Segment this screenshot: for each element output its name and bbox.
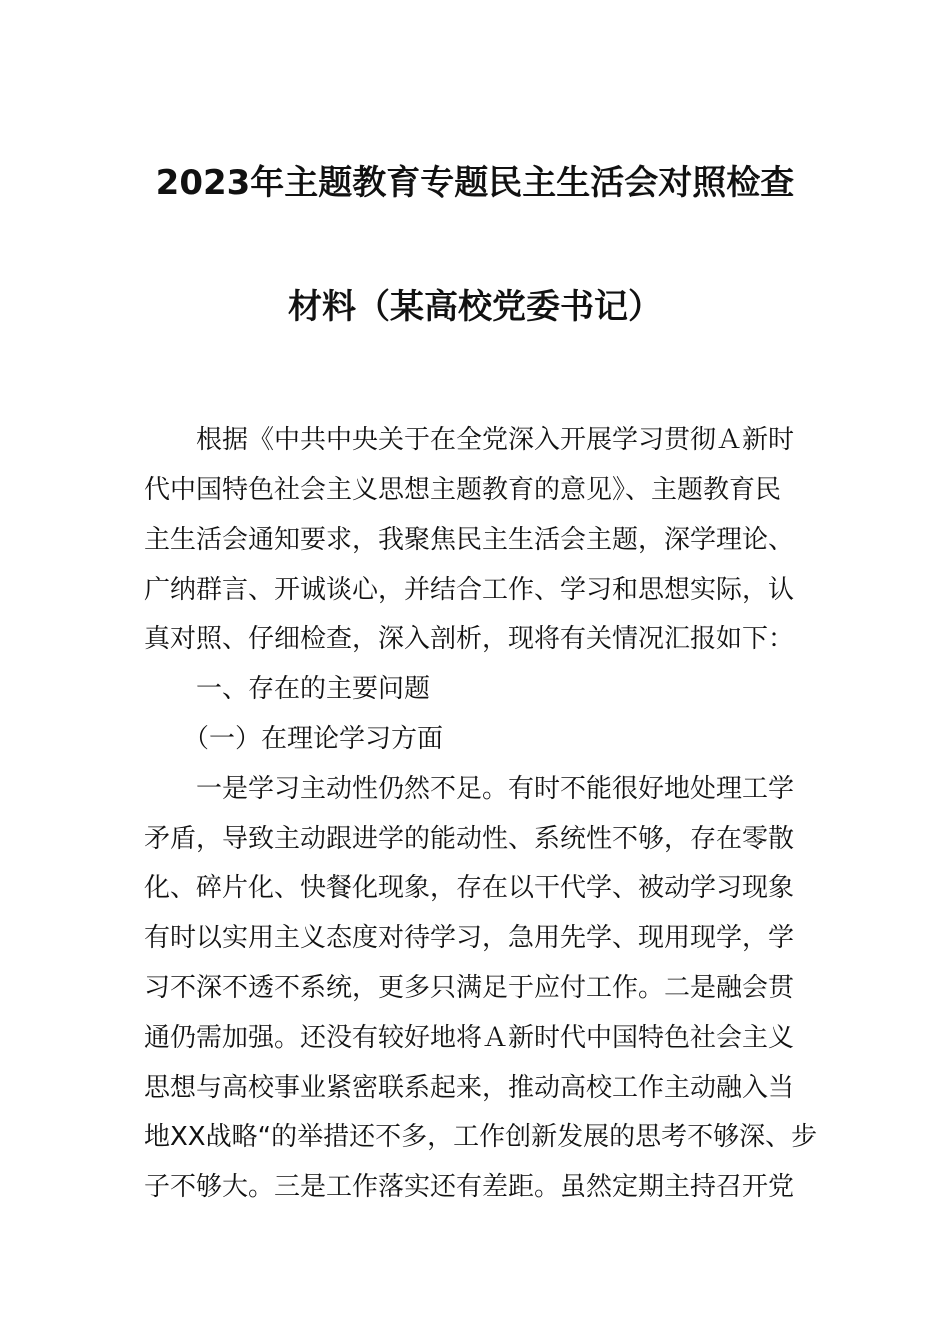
- body-line: 地XX战略“的举措还不多，工作创新发展的思考不够深、步: [144, 1122, 818, 1152]
- document-title-line-2: 材料（某高校党委书记）: [288, 287, 662, 327]
- body-line: 习不深不透不系统，更多只满足于应付工作。二是融会贯: [144, 973, 795, 1003]
- body-line: 主生活会通知要求，我聚焦民主生活会主题，深学理论、: [144, 525, 795, 555]
- body-line: 广纳群言、开诚谈心，并结合工作、学习和思想实际，认: [144, 575, 795, 605]
- body-line: 子不够大。三是工作落实还有差距。虽然定期主持召开党: [144, 1172, 795, 1202]
- body-line: 真对照、仔细检查，深入剖析，现将有关情况汇报如下：: [144, 624, 795, 654]
- body-line: 矛盾，导致主动跟进学的能动性、系统性不够，存在零散: [144, 824, 795, 854]
- body-line: 代中国特色社会主义思想主题教育的意见》、主题教育民: [144, 475, 782, 505]
- body-line: 有时以实用主义态度对待学习，急用先学、现用现学，学: [144, 923, 795, 953]
- subsection-heading: （一）在理论学习方面: [144, 724, 444, 754]
- document-title-line-1: 2023年主题教育专题民主生活会对照检查: [155, 163, 795, 203]
- body-line: 思想与高校事业紧密联系起来，推动高校工作主动融入当: [144, 1073, 795, 1103]
- section-heading: 一、存在的主要问题: [144, 674, 431, 704]
- body-line: 一是学习主动性仍然不足。有时不能很好地处理工学: [144, 774, 795, 804]
- body-line: 化、碎片化、快餐化现象，存在以干代学、被动学习现象: [144, 873, 795, 903]
- body-line: 根据《中共中央关于在全党深入开展学习贯彻Ａ新时: [144, 425, 795, 455]
- body-line: 通仍需加强。还没有较好地将Ａ新时代中国特色社会主义: [144, 1023, 795, 1053]
